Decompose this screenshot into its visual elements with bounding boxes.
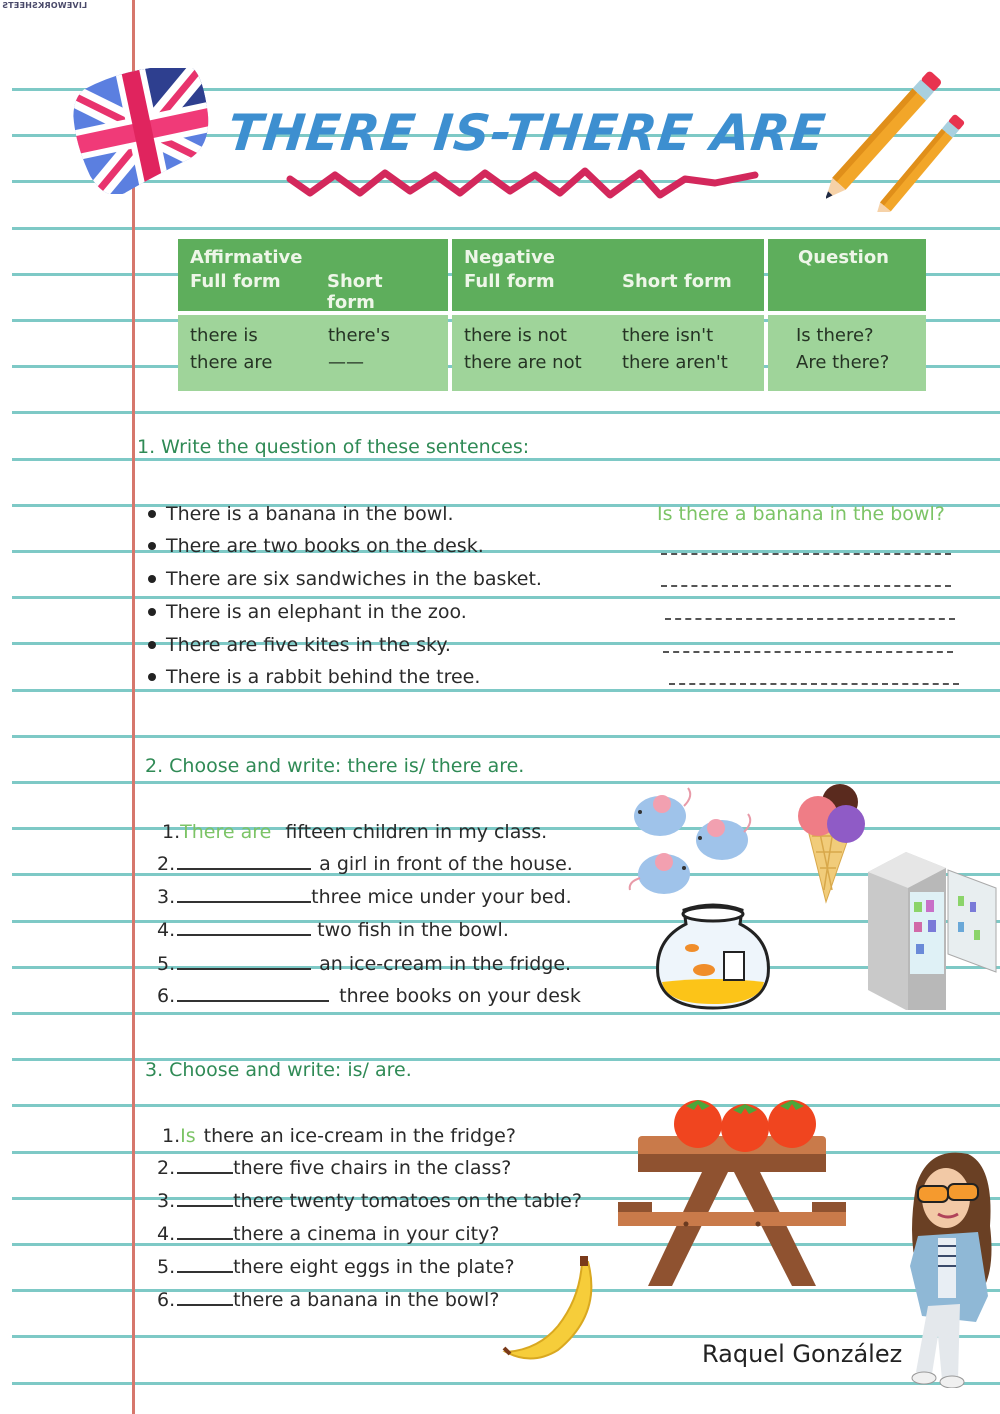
exercise3-title: 3. Choose and write: is/ are. [145, 1059, 412, 1081]
ruled-line [12, 1012, 1000, 1015]
zigzag-underline-icon [285, 165, 765, 205]
exercise2-item: 1.There are fifteen children in my class. [162, 821, 548, 843]
table-cell: Is there? [796, 325, 874, 346]
exercise2-answer-6[interactable] [177, 986, 329, 1002]
exercise1-item: There are six sandwiches in the basket. [148, 568, 542, 590]
short-form-subheading: Short form [327, 271, 383, 313]
ruled-line [12, 735, 1000, 738]
exercise2-item: 5. an ice-cream in the fridge. [157, 953, 572, 975]
ruled-line [12, 227, 1000, 230]
exercise3-answer-1[interactable]: Is [180, 1125, 196, 1147]
question-heading: Question [798, 247, 889, 268]
exercise1-item: There is an elephant in the zoo. [148, 601, 467, 623]
exercise2-item: 2. a girl in front of the house. [157, 853, 573, 875]
bullet-icon [148, 641, 156, 649]
exercise2-item: 3. three mice under your bed. [157, 886, 572, 908]
exercise3-answer-6[interactable] [177, 1290, 233, 1306]
ruled-line [12, 1382, 1000, 1385]
table-cell: there are [190, 352, 273, 373]
exercise3-item: 3. there twenty tomatoes on the table? [157, 1190, 582, 1212]
avatar-girl-icon [898, 1146, 1000, 1392]
exercise3-answer-3[interactable] [177, 1191, 233, 1207]
bullet-icon [148, 608, 156, 616]
table-cell: there is [190, 325, 258, 346]
affirmative-column [178, 239, 448, 391]
mice-icon [624, 786, 764, 900]
bullet-icon [148, 542, 156, 550]
exercise1-answer-2[interactable] [661, 553, 951, 555]
exercise2-answer-4[interactable] [177, 920, 311, 936]
exercise2-answer-5[interactable] [177, 954, 311, 970]
table-cell: there aren't [622, 352, 728, 373]
exercise2-item: 4. two fish in the bowl. [157, 919, 509, 941]
fridge-icon [866, 850, 1000, 1016]
bullet-icon [148, 575, 156, 583]
exercise1-answer-5[interactable] [663, 651, 953, 653]
exercise1-answer-3[interactable] [661, 585, 951, 587]
exercise2-item: 6. three books on your desk [157, 985, 581, 1007]
author-signature: Raquel González [702, 1340, 903, 1368]
ice-cream-icon [794, 780, 870, 908]
bullet-icon [148, 673, 156, 681]
pencils-icon [826, 66, 976, 216]
ruled-line [12, 596, 1000, 599]
ruled-line [12, 458, 1000, 461]
page-title: THERE IS-THERE ARE [224, 104, 829, 162]
grammar-table [178, 239, 926, 391]
full-form-subheading: Full form [464, 271, 555, 292]
bullet-icon [148, 510, 156, 518]
negative-column [452, 239, 764, 391]
exercise1-title: 1. Write the question of these sentences: [137, 436, 530, 458]
table-cell: Are there? [796, 352, 890, 373]
negative-heading: Negative [464, 247, 556, 268]
exercise1-item: There are two books on the desk. [148, 535, 484, 557]
exercise3-item: 5. there eight eggs in the plate? [157, 1256, 515, 1278]
exercise3-item: 4. there a cinema in your city? [157, 1223, 500, 1245]
exercise1-item: There are five kites in the sky. [148, 634, 451, 656]
watermark: LIVEWORKSHEETS [2, 1, 88, 10]
question-column [768, 239, 926, 391]
fishbowl-icon [652, 900, 774, 1016]
exercise2-title: 2. Choose and write: there is/ there are. [145, 755, 525, 777]
table-cell: there are not [464, 352, 582, 373]
exercise1-answer-6[interactable] [669, 683, 959, 685]
exercise1-item: There is a rabbit behind the tree. [148, 666, 480, 688]
exercise2-answer-1[interactable]: There are [180, 821, 272, 843]
ruled-line [12, 1151, 1000, 1154]
table-cell: there is not [464, 325, 567, 346]
exercise1-answer-4[interactable] [665, 618, 955, 620]
exercise3-item: 2. there five chairs in the class? [157, 1157, 512, 1179]
table-cell: there's [328, 325, 390, 346]
exercise2-answer-3[interactable] [177, 887, 311, 903]
ruled-line [12, 1104, 1000, 1107]
uk-flag-icon [72, 68, 214, 198]
table-cell: —— [328, 352, 364, 373]
exercise1-item: There is a banana in the bowl. [148, 503, 454, 525]
banana-icon [498, 1254, 602, 1370]
tomatoes-on-table-icon [616, 1094, 848, 1294]
exercise3-answer-5[interactable] [177, 1257, 233, 1273]
exercise1-answer-1[interactable]: Is there a banana in the bowl? [657, 503, 945, 525]
affirmative-heading: Affirmative [190, 247, 303, 268]
exercise3-answer-2[interactable] [177, 1158, 233, 1174]
exercise3-answer-4[interactable] [177, 1224, 233, 1240]
ruled-line [12, 689, 1000, 692]
ruled-line [12, 411, 1000, 414]
short-form-subheading: Short form [622, 271, 732, 292]
exercise3-item: 6. there a banana in the bowl? [157, 1289, 500, 1311]
table-cell: there isn't [622, 325, 714, 346]
full-form-subheading: Full form [190, 271, 281, 292]
exercise2-answer-2[interactable] [177, 854, 311, 870]
margin-line [132, 0, 135, 1414]
exercise3-item: 1.Is there an ice-cream in the fridge? [162, 1125, 516, 1147]
